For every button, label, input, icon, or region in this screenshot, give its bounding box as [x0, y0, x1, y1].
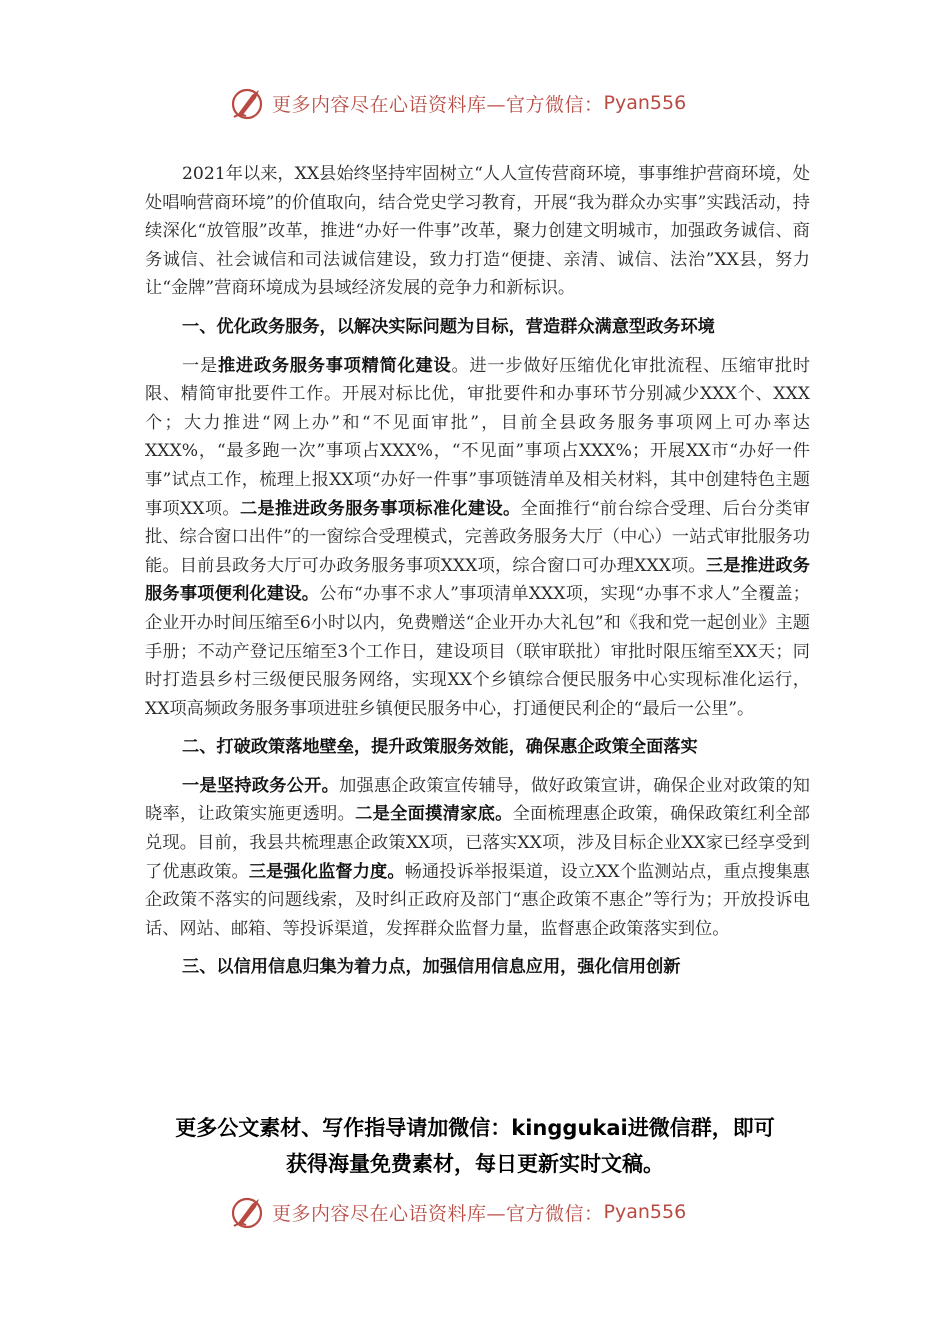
section-2-text-2: 全面梳理惠企政策，确保政策红利全部兑现。目前，我县共梳理惠企政策XX项，已落实XX项，涉及目标企业XX家已经享受到了优惠政策。 — [145, 804, 810, 882]
watermark-banner-top — [228, 80, 748, 126]
banner-account: Pyan556 — [603, 92, 687, 114]
pen-nib-logo-icon — [228, 83, 268, 123]
section-1-point-3: 三是推进政务服务事项便利化建设。 — [145, 555, 810, 605]
banner-text: 更多内容尽在心语资料库—官方微信： — [272, 93, 604, 116]
section-1-text-2: 全面推行“前台综合受理、后台分类审批、综合窗口出件”的一窗综合受理模式，完善政务服务大厅（中心）一站式审批服务功能。目前县政务大厅可办政务服务事项XXX项，综合窗口可办理XXX项。 — [145, 498, 810, 576]
section-2-point-2: 二是全面摸清家底。 — [355, 804, 513, 825]
promo-line-2: 获得海量免费素材，每日更新实时文稿。 — [286, 1152, 664, 1176]
section-1-heading: 一、优化政务服务，以解决实际问题为目标，营造群众满意型政务环境 — [182, 316, 715, 337]
section-2-point-3: 三是强化监督力度。 — [248, 861, 405, 882]
pen-nib-logo-icon — [228, 1192, 268, 1232]
section-2-text-3: 畅通投诉举报渠道，设立XX个监测站点，重点搜集惠企政策不落实的问题线索，及时纠正政府及部门“惠企政策不惠企”等行为；开放投诉电话、网站、邮箱、等投诉渠道，发挥群众监督力量，监督惠企政策落实到位。 — [145, 861, 810, 939]
document-body — [145, 160, 810, 992]
promo-line-1: 更多公文素材、写作指导请加微信：kinggukai进微信群，即可 — [175, 1116, 775, 1140]
banner-text: 更多内容尽在心语资料库—官方微信： — [272, 1202, 604, 1225]
section-1-point-1: 推进政务服务事项精简化建设 — [217, 355, 452, 376]
section-3-heading: 三、以信用信息归集为着力点，加强信用信息应用，强化信用创新 — [182, 957, 681, 978]
section-2-point-1: 一是坚持政务公开。 — [182, 775, 340, 796]
watermark-banner-bottom — [228, 1189, 748, 1235]
section-2-heading: 二、打破政策落地壁垒，提升政策服务效能，确保惠企政策全面落实 — [182, 737, 698, 758]
section-2-text-1: 加强惠企政策宣传辅导，做好政策宣讲，确保企业对政策的知晓率，让政策实施更透明。 — [145, 775, 810, 825]
section-2-paragraph — [145, 772, 810, 944]
section-1-paragraph — [145, 352, 810, 724]
section-1-text-3: 公布“办事不求人”事项清单XXX项，实现“办事不求人”全覆盖；企业开办时间压缩至6小时以内，免费赠送“企业开办大礼包”和《我和党一起创业》主题手册；不动产登记压缩至3个工作日，建设项目（联审联批）审批时限压缩至XX天；同时打造县乡村三级便民服务网络，实现XX个乡镇综合便民服务中心实现标准化运行，XX项高频政务服务事项进驻乡镇便民服务中心，打通便民利企的“最后一公里”。 — [145, 584, 810, 719]
section-1-lead: 一是 — [182, 355, 218, 376]
banner-account: Pyan556 — [603, 1201, 687, 1223]
section-1-point-2: 二是推进政务服务事项标准化建设。 — [239, 498, 521, 519]
section-1-text-1: 。进一步做好压缩优化审批流程、压缩审批时限、精简审批要件工作。开展对标比优，审批要件和办事环节分别减少XXX个、XXX个；大力推进“网上办”和“不见面审批”，目前全县政务服务事项网上可办率达XXX%，“最多跑一次”事项占XXX%，“不见面”事项占XXX%；开展XX市“办好一件事”试点工作，梳理上报XX项“办好一件事”事项链清单及相关材料，其中创建特色主题事项XX项。 — [145, 355, 810, 519]
intro-paragraph: 2021年以来，XX县始终坚持牢固树立“人人宣传营商环境，事事维护营商环境，处处唱响营商环境”的价值取向，结合党史学习教育，开展“我为群众办实事”实践活动，持续深化“放管服”改革，推进“办好一件事”改革，聚力创建文明城市，加强政务诚信、商务诚信、社会诚信和司法诚信建设，致力打造“便捷、亲清、诚信、法治”XX县，努力让“金牌”营商环境成为县域经济发展的竞争力和新标识。 — [145, 164, 810, 299]
promo-notice — [100, 1110, 850, 1182]
